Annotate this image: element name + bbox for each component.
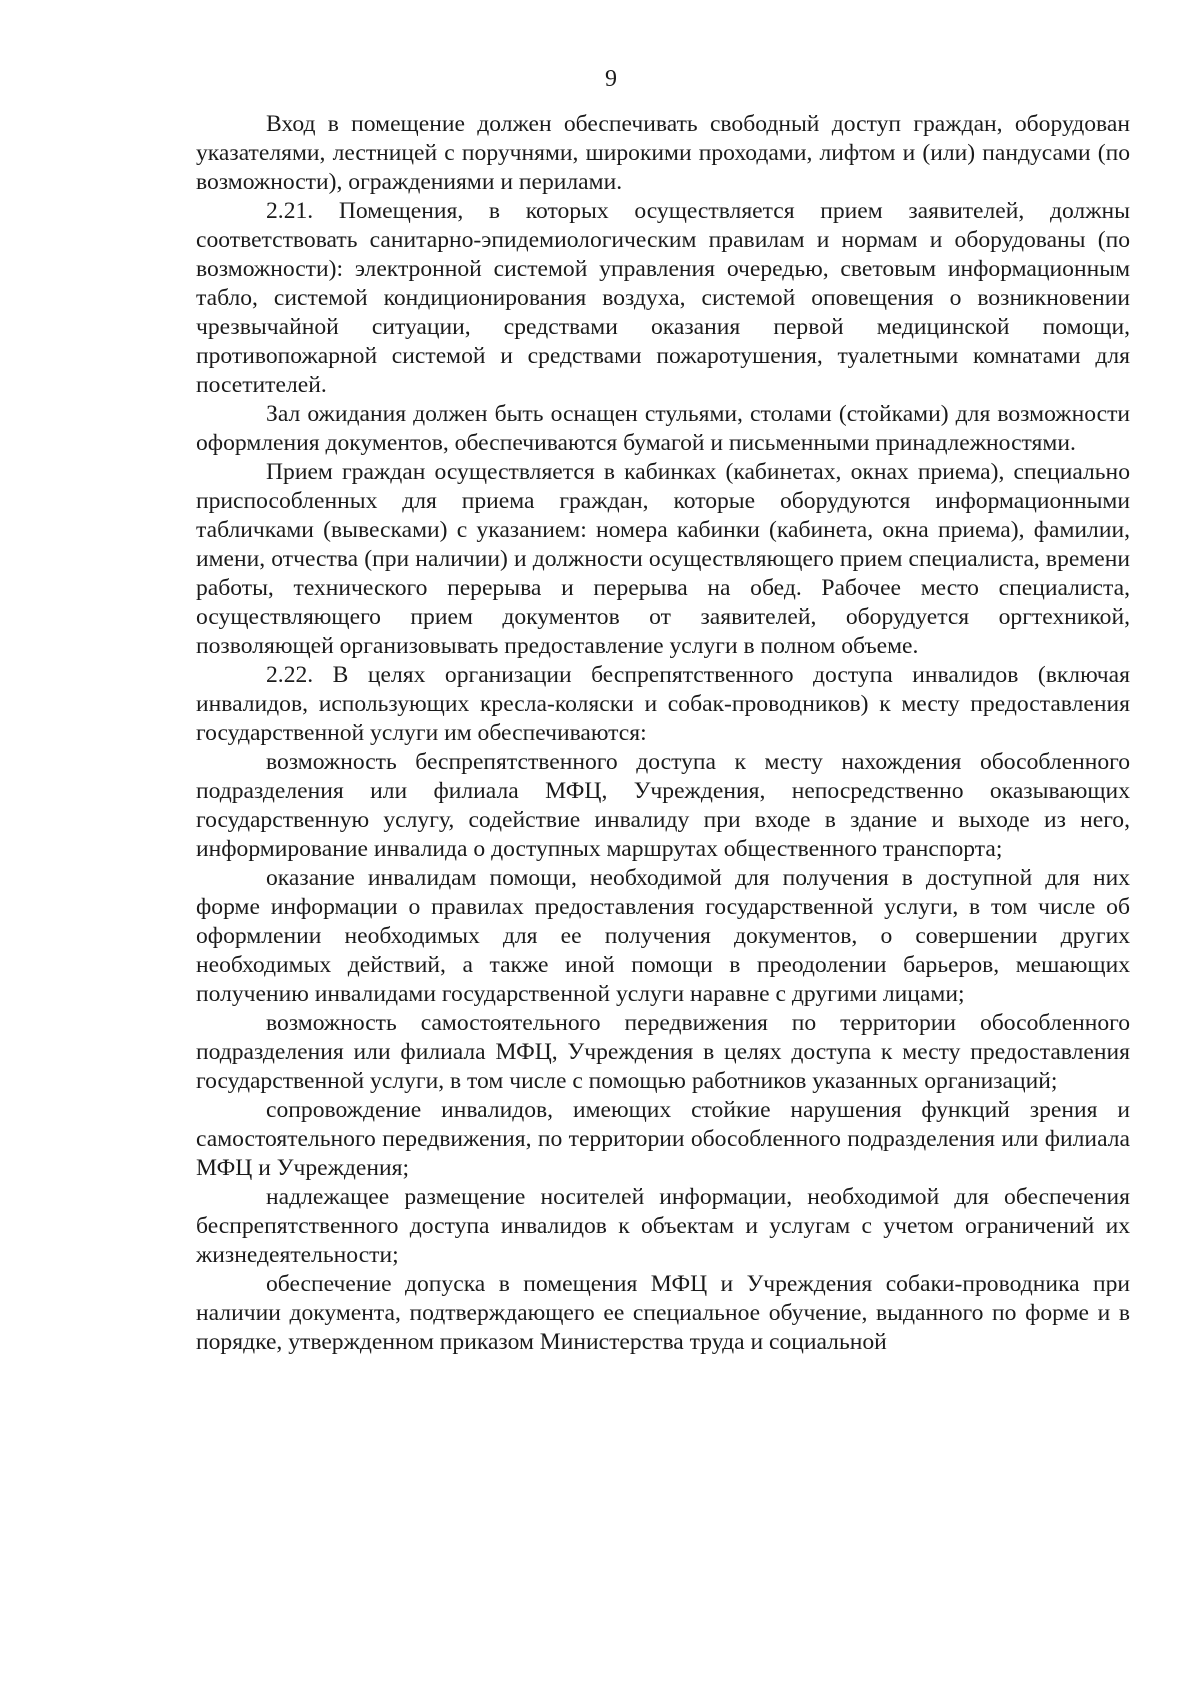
document-body — [196, 110, 1130, 1357]
paragraph-reception: Прием граждан осуществляется в кабинках (кабинетах, окнах приема), специально приспособленных для приема граждан, которые оборудуются информационными табличками (вывесками) с указанием: номера кабинки (кабинета, окна приема), фамилии, имени, отчества (при наличии) и должности осуществляющего прием специалиста, времени работы, технического перерыва и перерыва на обед. Рабочее место специалиста, осуществляющего прием документов от заявителей, оборудуется оргтехникой, позволяющей организовывать предоставление услуги в полном объеме. — [196, 459, 1130, 659]
paragraph-2-22: 2.22. В целях организации беспрепятственного доступа инвалидов (включая инвалидов, использующих кресла-коляски и собак-проводников) к месту предоставления государственной услуги им обеспечиваются: — [196, 662, 1130, 746]
page-number: 9 — [605, 66, 617, 92]
paragraph-2-21: 2.21. Помещения, в которых осуществляется прием заявителей, должны соответствовать санитарно-эпидемиологическим правилам и нормам и оборудованы (по возможности): электронной системой управления очередью, световым информационным табло, системой кондиционирования воздуха, системой оповещения о возникновении чрезвычайной ситуации, средствами оказания первой медицинской помощи, противопожарной системой и средствами пожаротушения, туалетными комнатами для посетителей. — [196, 198, 1130, 398]
paragraph-access-possibility: возможность беспрепятственного доступа к месту нахождения обособленного подразделения или филиала МФЦ, Учреждения, непосредственно оказывающих государственную услугу, содействие инвалиду при входе в здание и выходе из него, информирование инвалида о доступных маршрутах общественного транспорта; — [196, 749, 1130, 862]
paragraph-escort: сопровождение инвалидов, имеющих стойкие нарушения функций зрения и самостоятельного передвижения, по территории обособленного подразделения или филиала МФЦ и Учреждения; — [196, 1097, 1130, 1181]
paragraph-assistance: оказание инвалидам помощи, необходимой для получения в доступной для них форме информации о правилах предоставления государственной услуги, в том числе об оформлении необходимых для ее получения документов, о совершении других необходимых действий, а также иной помощи в преодолении барьеров, мешающих получению инвалидами государственной услуги наравне с другими лицами; — [196, 865, 1130, 1007]
paragraph-entrance: Вход в помещение должен обеспечивать свободный доступ граждан, оборудован указателями, лестницей с поручнями, широкими проходами, лифтом и (или) пандусами (по возможности), ограждениями и перилами. — [196, 111, 1130, 195]
paragraph-information-placement: надлежащее размещение носителей информации, необходимой для обеспечения беспрепятственного доступа инвалидов к объектам и услугам с учетом ограничений их жизнедеятельности; — [196, 1184, 1130, 1268]
paragraph-guide-dog: обеспечение допуска в помещения МФЦ и Учреждения собаки-проводника при наличии документа, подтверждающего ее специальное обучение, выданного по форме и в порядке, утвержденном приказом Министерства труда и социальной — [196, 1271, 1130, 1355]
paragraph-waiting-room: Зал ожидания должен быть оснащен стульями, столами (стойками) для возможности оформления документов, обеспечиваются бумагой и письменными принадлежностями. — [196, 401, 1130, 456]
paragraph-movement: возможность самостоятельного передвижения по территории обособленного подразделения или филиала МФЦ, Учреждения в целях доступа к месту предоставления государственной услуги, в том числе с помощью работников указанных организаций; — [196, 1010, 1130, 1094]
